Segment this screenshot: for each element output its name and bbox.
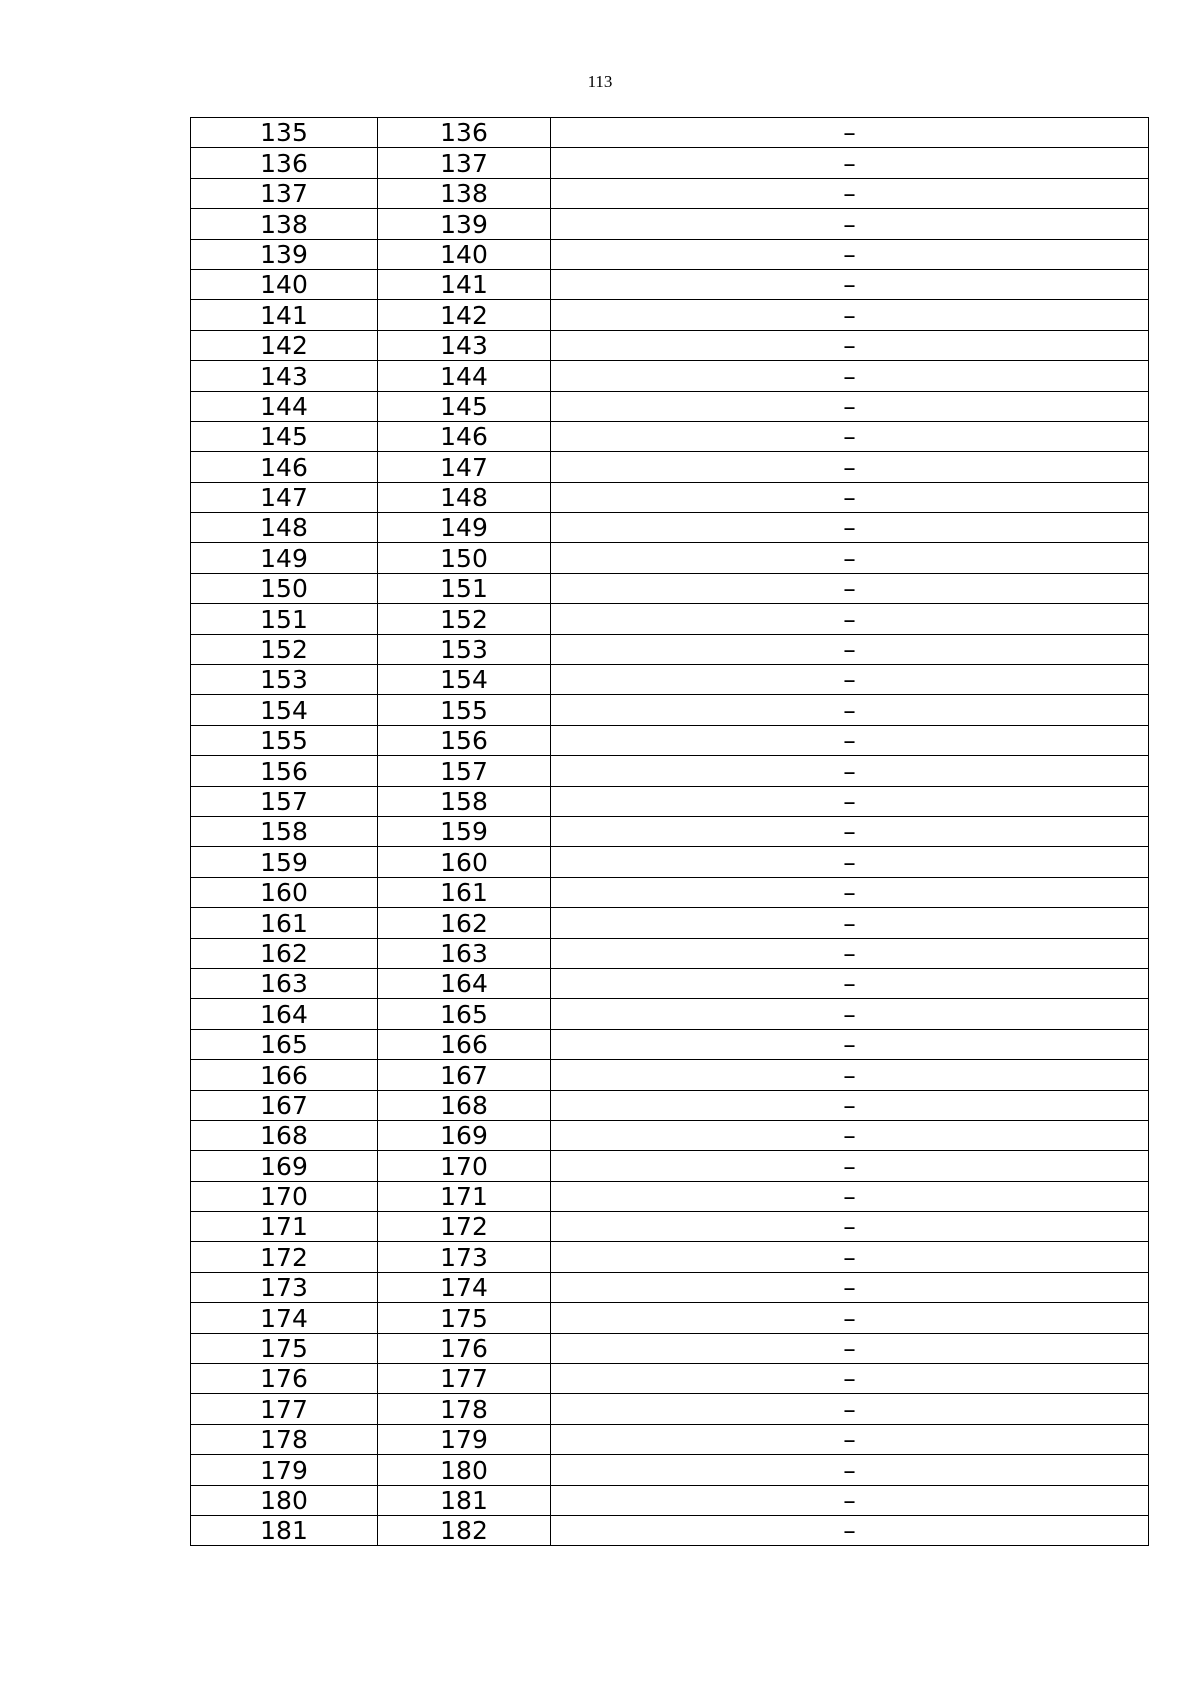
table-cell: 182 bbox=[378, 1515, 551, 1545]
table-row bbox=[191, 1485, 1149, 1515]
table-cell: 174 bbox=[191, 1303, 378, 1333]
table-row bbox=[191, 1060, 1149, 1090]
table-row bbox=[191, 118, 1149, 148]
table-cell: 173 bbox=[378, 1242, 551, 1272]
table-cell: 137 bbox=[191, 178, 378, 208]
table-cell: 144 bbox=[378, 361, 551, 391]
table-cell: 141 bbox=[191, 300, 378, 330]
table-row bbox=[191, 1090, 1149, 1120]
table-cell: 164 bbox=[191, 999, 378, 1029]
table-cell: – bbox=[551, 482, 1149, 512]
table-cell: – bbox=[551, 178, 1149, 208]
table-cell: 146 bbox=[378, 421, 551, 451]
table-cell: – bbox=[551, 695, 1149, 725]
table-cell: 138 bbox=[191, 209, 378, 239]
table-row bbox=[191, 786, 1149, 816]
table-row bbox=[191, 239, 1149, 269]
table-cell: 166 bbox=[191, 1060, 378, 1090]
table-cell: – bbox=[551, 877, 1149, 907]
table-cell: – bbox=[551, 1060, 1149, 1090]
table-cell: 149 bbox=[378, 513, 551, 543]
table-row bbox=[191, 1364, 1149, 1394]
table-cell: 155 bbox=[191, 725, 378, 755]
table-cell: 142 bbox=[191, 330, 378, 360]
table-cell: 140 bbox=[378, 239, 551, 269]
table-cell: 168 bbox=[378, 1090, 551, 1120]
table-cell: 142 bbox=[378, 300, 551, 330]
table-cell: 178 bbox=[191, 1424, 378, 1454]
table-cell: 164 bbox=[378, 968, 551, 998]
table-cell: 176 bbox=[191, 1364, 378, 1394]
table-cell: – bbox=[551, 118, 1149, 148]
table-cell: 176 bbox=[378, 1333, 551, 1363]
table-cell: 136 bbox=[191, 148, 378, 178]
table-cell: – bbox=[551, 239, 1149, 269]
table-cell: 177 bbox=[191, 1394, 378, 1424]
table-cell: 153 bbox=[378, 634, 551, 664]
table-row bbox=[191, 573, 1149, 603]
table-cell: 175 bbox=[191, 1333, 378, 1363]
table-cell: 181 bbox=[378, 1485, 551, 1515]
table-cell: 157 bbox=[191, 786, 378, 816]
table-cell: 144 bbox=[191, 391, 378, 421]
table-row bbox=[191, 1515, 1149, 1545]
data-table bbox=[190, 117, 1149, 1546]
table-row bbox=[191, 634, 1149, 664]
table-row bbox=[191, 421, 1149, 451]
table-cell: – bbox=[551, 604, 1149, 634]
table-row bbox=[191, 665, 1149, 695]
table-cell: – bbox=[551, 847, 1149, 877]
table-row bbox=[191, 330, 1149, 360]
table-cell: 169 bbox=[378, 1120, 551, 1150]
table-cell: 174 bbox=[378, 1272, 551, 1302]
table-cell: 155 bbox=[378, 695, 551, 725]
table-cell: 162 bbox=[191, 938, 378, 968]
table-row bbox=[191, 300, 1149, 330]
table-cell: – bbox=[551, 1455, 1149, 1485]
table-row bbox=[191, 847, 1149, 877]
table-cell: – bbox=[551, 543, 1149, 573]
table-cell: – bbox=[551, 1029, 1149, 1059]
table-cell: – bbox=[551, 361, 1149, 391]
table-row bbox=[191, 1272, 1149, 1302]
table-cell: 154 bbox=[191, 695, 378, 725]
table-cell: 146 bbox=[191, 452, 378, 482]
table-cell: 147 bbox=[191, 482, 378, 512]
table-cell: – bbox=[551, 816, 1149, 846]
table-row bbox=[191, 1181, 1149, 1211]
table-cell: 148 bbox=[378, 482, 551, 512]
table-cell: 165 bbox=[378, 999, 551, 1029]
table-cell: 170 bbox=[191, 1181, 378, 1211]
table-row bbox=[191, 938, 1149, 968]
table-cell: 172 bbox=[378, 1212, 551, 1242]
table-cell: – bbox=[551, 999, 1149, 1029]
table-row bbox=[191, 269, 1149, 299]
table-cell: 159 bbox=[378, 816, 551, 846]
table-cell: – bbox=[551, 573, 1149, 603]
table-cell: 167 bbox=[191, 1090, 378, 1120]
table-cell: – bbox=[551, 725, 1149, 755]
table-row bbox=[191, 695, 1149, 725]
table-cell: 156 bbox=[191, 756, 378, 786]
table-cell: – bbox=[551, 786, 1149, 816]
table-cell: 152 bbox=[191, 634, 378, 664]
table-cell: – bbox=[551, 1303, 1149, 1333]
table-cell: 160 bbox=[191, 877, 378, 907]
table-cell: – bbox=[551, 1333, 1149, 1363]
table-cell: – bbox=[551, 300, 1149, 330]
table-cell: 150 bbox=[378, 543, 551, 573]
table-cell: – bbox=[551, 1090, 1149, 1120]
table-cell: – bbox=[551, 330, 1149, 360]
table-cell: 171 bbox=[378, 1181, 551, 1211]
table-cell: 149 bbox=[191, 543, 378, 573]
table-cell: 151 bbox=[378, 573, 551, 603]
table-row bbox=[191, 908, 1149, 938]
table-row bbox=[191, 877, 1149, 907]
table-cell: 171 bbox=[191, 1212, 378, 1242]
table-cell: – bbox=[551, 665, 1149, 695]
table-cell: – bbox=[551, 1394, 1149, 1424]
table-row bbox=[191, 756, 1149, 786]
table-cell: 163 bbox=[191, 968, 378, 998]
table-cell: – bbox=[551, 1212, 1149, 1242]
table-cell: 172 bbox=[191, 1242, 378, 1272]
table-cell: 147 bbox=[378, 452, 551, 482]
table-row bbox=[191, 482, 1149, 512]
table-cell: 153 bbox=[191, 665, 378, 695]
table-cell: 158 bbox=[191, 816, 378, 846]
table-row bbox=[191, 361, 1149, 391]
table-cell: 162 bbox=[378, 908, 551, 938]
table-cell: 151 bbox=[191, 604, 378, 634]
table-cell: 135 bbox=[191, 118, 378, 148]
table-cell: 167 bbox=[378, 1060, 551, 1090]
table-cell: 180 bbox=[378, 1455, 551, 1485]
table-cell: – bbox=[551, 1151, 1149, 1181]
table-row bbox=[191, 178, 1149, 208]
table-cell: 161 bbox=[191, 908, 378, 938]
table-cell: 136 bbox=[378, 118, 551, 148]
table-row bbox=[191, 1120, 1149, 1150]
table-row bbox=[191, 148, 1149, 178]
table-cell: – bbox=[551, 938, 1149, 968]
table-row bbox=[191, 1303, 1149, 1333]
table-cell: 145 bbox=[191, 421, 378, 451]
table-cell: 173 bbox=[191, 1272, 378, 1302]
table-cell: – bbox=[551, 391, 1149, 421]
table-cell: 145 bbox=[378, 391, 551, 421]
table-cell: – bbox=[551, 1364, 1149, 1394]
table-row bbox=[191, 816, 1149, 846]
table-cell: – bbox=[551, 1272, 1149, 1302]
table-cell: 138 bbox=[378, 178, 551, 208]
table-cell: 143 bbox=[191, 361, 378, 391]
table-cell: – bbox=[551, 209, 1149, 239]
table-row bbox=[191, 999, 1149, 1029]
table-row bbox=[191, 209, 1149, 239]
page-number: 113 bbox=[587, 72, 613, 91]
table-row bbox=[191, 1424, 1149, 1454]
table-row bbox=[191, 1394, 1149, 1424]
table-row bbox=[191, 1029, 1149, 1059]
table-row bbox=[191, 1333, 1149, 1363]
table-row bbox=[191, 725, 1149, 755]
table-cell: – bbox=[551, 908, 1149, 938]
table-cell: 143 bbox=[378, 330, 551, 360]
table-cell: 170 bbox=[378, 1151, 551, 1181]
table-cell: 150 bbox=[191, 573, 378, 603]
table-cell: – bbox=[551, 1515, 1149, 1545]
table-cell: 169 bbox=[191, 1151, 378, 1181]
table-cell: – bbox=[551, 269, 1149, 299]
table-cell: 141 bbox=[378, 269, 551, 299]
table-cell: 139 bbox=[191, 239, 378, 269]
table-cell: 152 bbox=[378, 604, 551, 634]
table-cell: 140 bbox=[191, 269, 378, 299]
table-cell: 161 bbox=[378, 877, 551, 907]
table-cell: – bbox=[551, 1181, 1149, 1211]
table-cell: 179 bbox=[191, 1455, 378, 1485]
table-cell: 165 bbox=[191, 1029, 378, 1059]
table-cell: – bbox=[551, 1424, 1149, 1454]
table-row bbox=[191, 1151, 1149, 1181]
table-cell: – bbox=[551, 1120, 1149, 1150]
table-cell: – bbox=[551, 452, 1149, 482]
table-cell: – bbox=[551, 421, 1149, 451]
table-cell: 160 bbox=[378, 847, 551, 877]
table-cell: 179 bbox=[378, 1424, 551, 1454]
table-cell: 166 bbox=[378, 1029, 551, 1059]
table-cell: – bbox=[551, 513, 1149, 543]
table-cell: 177 bbox=[378, 1364, 551, 1394]
table-row bbox=[191, 452, 1149, 482]
table-cell: – bbox=[551, 756, 1149, 786]
table-cell: 148 bbox=[191, 513, 378, 543]
table-cell: – bbox=[551, 1242, 1149, 1272]
table-cell: – bbox=[551, 634, 1149, 664]
table-cell: 156 bbox=[378, 725, 551, 755]
table-cell: 175 bbox=[378, 1303, 551, 1333]
table-cell: – bbox=[551, 968, 1149, 998]
table-cell: – bbox=[551, 1485, 1149, 1515]
table-row bbox=[191, 1455, 1149, 1485]
table-body bbox=[191, 118, 1149, 1546]
table-row bbox=[191, 604, 1149, 634]
table-row bbox=[191, 513, 1149, 543]
table-cell: 181 bbox=[191, 1515, 378, 1545]
table-cell: 157 bbox=[378, 756, 551, 786]
table-cell: 168 bbox=[191, 1120, 378, 1150]
table-cell: 180 bbox=[191, 1485, 378, 1515]
table-row bbox=[191, 1242, 1149, 1272]
table-cell: 159 bbox=[191, 847, 378, 877]
table-cell: – bbox=[551, 148, 1149, 178]
table-row bbox=[191, 391, 1149, 421]
table-cell: 163 bbox=[378, 938, 551, 968]
table-cell: 154 bbox=[378, 665, 551, 695]
table-row bbox=[191, 543, 1149, 573]
table-cell: 178 bbox=[378, 1394, 551, 1424]
table-row bbox=[191, 968, 1149, 998]
table-cell: 139 bbox=[378, 209, 551, 239]
table-cell: 137 bbox=[378, 148, 551, 178]
table-cell: 158 bbox=[378, 786, 551, 816]
table-row bbox=[191, 1212, 1149, 1242]
